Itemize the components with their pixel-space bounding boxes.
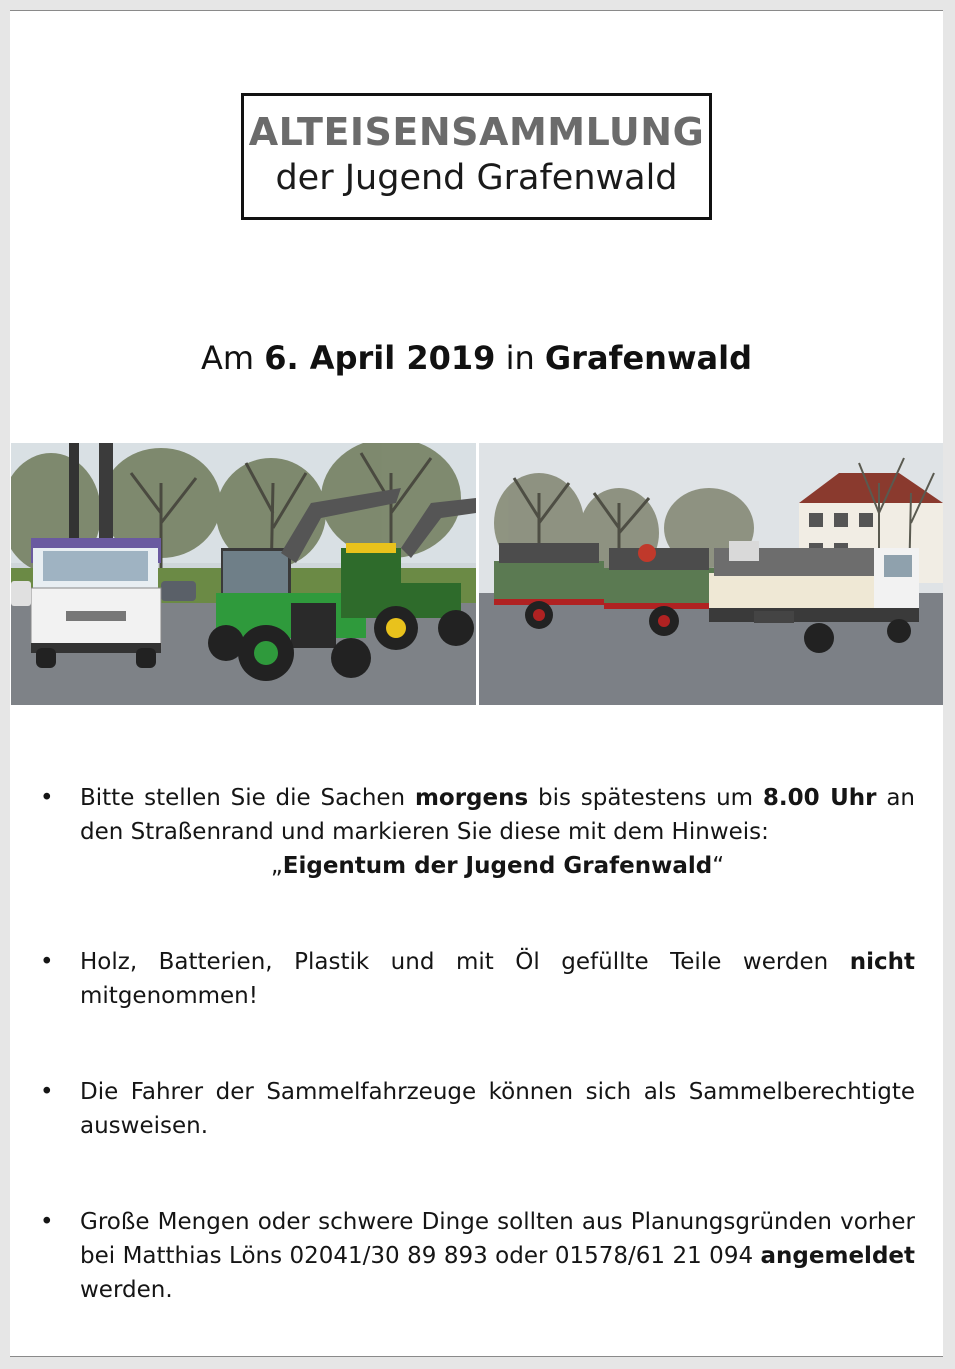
bullet: • <box>40 785 54 811</box>
notes-list <box>40 781 915 1307</box>
note-emphasis: angemeldet <box>760 1243 915 1269</box>
note-text: Die Fahrer der Sammelfahrzeuge können sich als Sammelberechtigte ausweisen. <box>80 1079 915 1139</box>
note-text: Bitte stellen Sie die Sachen <box>80 785 415 811</box>
quote-close: “ <box>712 853 725 879</box>
note-text: Holz, Batterien, Plastik und mit Öl gefüllte Teile werden <box>80 949 850 975</box>
event-date: 6. April 2019 <box>264 339 496 377</box>
note-item <box>40 1205 915 1307</box>
event-date-line <box>10 339 943 377</box>
page-title: ALTEISENSAMMLUNG <box>248 110 705 154</box>
bullet: • <box>40 1079 54 1105</box>
date-prefix: Am <box>201 339 265 377</box>
photo-trailers-and-truck <box>479 443 943 705</box>
note-item <box>40 945 915 1013</box>
note-item <box>40 781 915 883</box>
event-place: Grafenwald <box>544 339 752 377</box>
bullet: • <box>40 1209 54 1235</box>
note-item <box>40 1075 915 1143</box>
flyer-page <box>10 10 943 1357</box>
note-text: Große Mengen oder schwere Dinge sollten aus Planungsgründen vorher bei Matthias Löns 02041/30 89 893 oder 01578/61 21 094 <box>80 1209 915 1269</box>
page-subtitle: der Jugend Grafenwald <box>275 158 678 198</box>
note-text: mitgenommen! <box>80 983 258 1009</box>
note-emphasis: 8.00 Uhr <box>762 785 877 811</box>
note-text: an den Straßenrand und markieren Sie diese mit dem Hinweis: <box>80 785 915 845</box>
photo-truck-and-tractors <box>11 443 476 705</box>
title-box <box>241 93 712 220</box>
note-text: bis spätestens um <box>528 785 763 811</box>
note-quote <box>80 849 915 883</box>
note-emphasis: morgens <box>414 785 529 811</box>
note-text: werden. <box>80 1277 173 1303</box>
quote-open: „ <box>270 853 283 879</box>
note-emphasis: nicht <box>849 949 915 975</box>
bullet: • <box>40 949 54 975</box>
date-mid: in <box>495 339 545 377</box>
quote-text: Eigentum der Jugend Grafenwald <box>282 853 713 879</box>
